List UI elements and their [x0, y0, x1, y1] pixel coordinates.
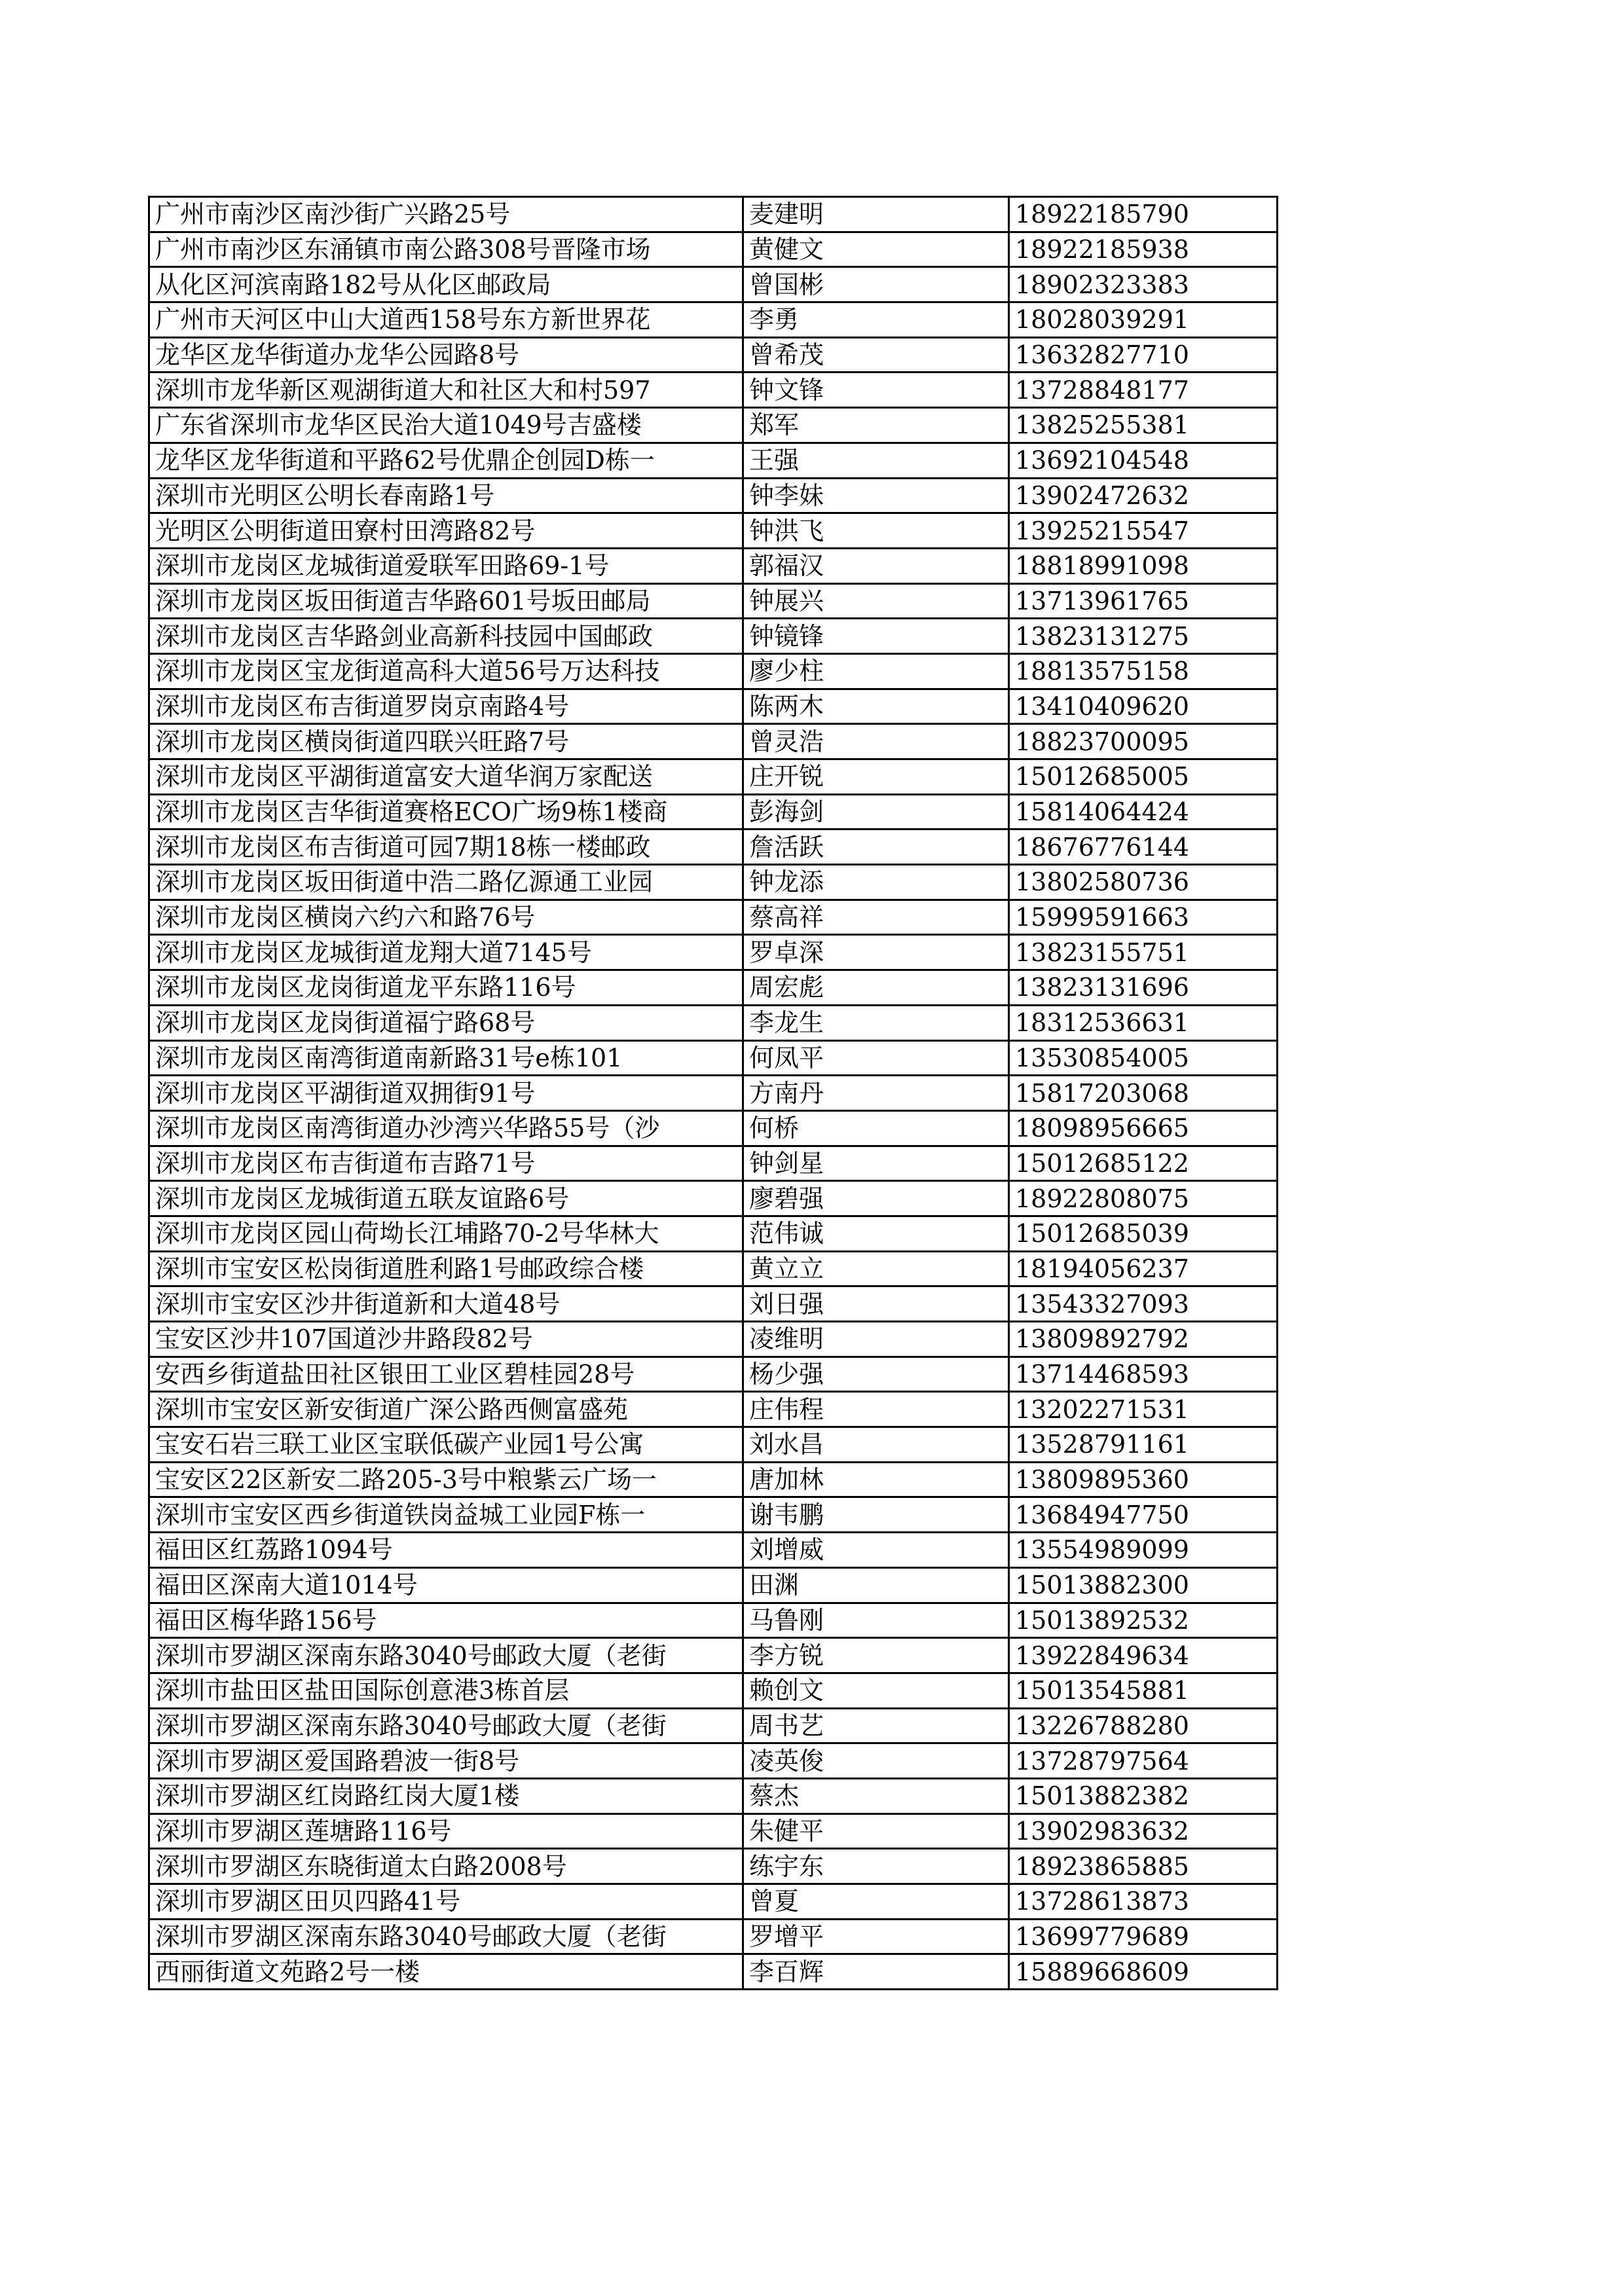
- contact-table-body: [149, 197, 1278, 1990]
- phone-cell: 13825255381: [1009, 408, 1278, 443]
- phone-cell: 13543327093: [1009, 1286, 1278, 1322]
- name-cell: 刘增威: [743, 1533, 1009, 1568]
- address-cell: 西丽街道文苑路2号一楼: [149, 1954, 743, 1990]
- table-row: [149, 1146, 1278, 1181]
- phone-cell: 15817203068: [1009, 1076, 1278, 1111]
- name-cell: 凌英俊: [743, 1743, 1009, 1779]
- phone-cell: 18312536631: [1009, 1005, 1278, 1040]
- phone-cell: 13823155751: [1009, 935, 1278, 970]
- table-row: [149, 970, 1278, 1006]
- address-cell: 深圳市龙岗区横岗六约六和路76号: [149, 900, 743, 935]
- phone-cell: 15012685039: [1009, 1216, 1278, 1251]
- phone-cell: 15814064424: [1009, 794, 1278, 829]
- table-row: [149, 232, 1278, 267]
- address-cell: 深圳市龙岗区龙城街道爱联军田路69-1号: [149, 548, 743, 583]
- address-cell: 深圳市光明区公明长春南路1号: [149, 478, 743, 513]
- table-row: [149, 1357, 1278, 1392]
- table-row: [149, 1638, 1278, 1673]
- address-cell: 深圳市龙岗区平湖街道富安大道华润万家配送: [149, 759, 743, 795]
- name-cell: 练宇东: [743, 1849, 1009, 1884]
- name-cell: 曾国彬: [743, 267, 1009, 302]
- name-cell: 庄伟程: [743, 1392, 1009, 1427]
- name-cell: 黄立立: [743, 1251, 1009, 1286]
- table-row: [149, 794, 1278, 829]
- name-cell: 方南丹: [743, 1076, 1009, 1111]
- phone-cell: 13809895360: [1009, 1462, 1278, 1497]
- address-cell: 福田区梅华路156号: [149, 1603, 743, 1638]
- table-row: [149, 1567, 1278, 1603]
- table-row: [149, 1040, 1278, 1076]
- table-row: [149, 1251, 1278, 1286]
- address-cell: 深圳市罗湖区深南东路3040号邮政大厦（老街: [149, 1919, 743, 1954]
- table-row: [149, 1181, 1278, 1216]
- table-row: [149, 1813, 1278, 1849]
- table-row: [149, 1110, 1278, 1146]
- address-cell: 福田区深南大道1014号: [149, 1567, 743, 1603]
- phone-cell: 18098956665: [1009, 1110, 1278, 1146]
- name-cell: 刘日强: [743, 1286, 1009, 1322]
- address-cell: 安西乡街道盐田社区银田工业区碧桂园28号: [149, 1357, 743, 1392]
- phone-cell: 15012685005: [1009, 759, 1278, 795]
- table-row: [149, 900, 1278, 935]
- table-row: [149, 1743, 1278, 1779]
- table-row: [149, 197, 1278, 232]
- address-cell: 深圳市盐田区盐田国际创意港3栋首层: [149, 1673, 743, 1708]
- address-cell: 深圳市罗湖区深南东路3040号邮政大厦（老街: [149, 1708, 743, 1743]
- address-cell: 深圳市龙岗区南湾街道办沙湾兴华路55号（沙: [149, 1110, 743, 1146]
- address-cell: 深圳市罗湖区爱国路碧波一街8号: [149, 1743, 743, 1779]
- phone-cell: 13728797564: [1009, 1743, 1278, 1779]
- address-cell: 深圳市龙岗区吉华路剑业高新科技园中国邮政: [149, 619, 743, 654]
- phone-cell: 18923865885: [1009, 1849, 1278, 1884]
- phone-cell: 13226788280: [1009, 1708, 1278, 1743]
- name-cell: 黄健文: [743, 232, 1009, 267]
- address-cell: 深圳市罗湖区东晓街道太白路2008号: [149, 1849, 743, 1884]
- phone-cell: 13902983632: [1009, 1813, 1278, 1849]
- table-row: [149, 443, 1278, 478]
- table-row: [149, 1919, 1278, 1954]
- address-cell: 深圳市宝安区新安街道广深公路西侧富盛苑: [149, 1392, 743, 1427]
- table-row: [149, 337, 1278, 373]
- address-cell: 宝安区沙井107国道沙井路段82号: [149, 1322, 743, 1357]
- phone-cell: 18028039291: [1009, 302, 1278, 338]
- address-cell: 深圳市龙岗区龙城街道五联友谊路6号: [149, 1181, 743, 1216]
- address-cell: 深圳市罗湖区田贝四路41号: [149, 1884, 743, 1920]
- table-row: [149, 1005, 1278, 1040]
- name-cell: 王强: [743, 443, 1009, 478]
- table-row: [149, 1392, 1278, 1427]
- phone-cell: 13802580736: [1009, 865, 1278, 900]
- table-row: [149, 1954, 1278, 1990]
- address-cell: 深圳市龙岗区吉华街道赛格ECO广场9栋1楼商: [149, 794, 743, 829]
- name-cell: 范伟诚: [743, 1216, 1009, 1251]
- address-cell: 宝安区22区新安二路205-3号中粮紫云广场一: [149, 1462, 743, 1497]
- address-cell: 深圳市龙岗区龙城街道龙翔大道7145号: [149, 935, 743, 970]
- address-cell: 深圳市罗湖区莲塘路116号: [149, 1813, 743, 1849]
- name-cell: 罗增平: [743, 1919, 1009, 1954]
- table-row: [149, 1673, 1278, 1708]
- table-row: [149, 373, 1278, 408]
- name-cell: 彭海剑: [743, 794, 1009, 829]
- phone-cell: 18823700095: [1009, 724, 1278, 759]
- name-cell: 廖少柱: [743, 653, 1009, 689]
- table-row: [149, 1462, 1278, 1497]
- phone-cell: 13554989099: [1009, 1533, 1278, 1568]
- name-cell: 庄开锐: [743, 759, 1009, 795]
- phone-cell: 13713961765: [1009, 583, 1278, 619]
- address-cell: 深圳市龙岗区坂田街道中浩二路亿源通工业园: [149, 865, 743, 900]
- name-cell: 马鲁刚: [743, 1603, 1009, 1638]
- table-row: [149, 1533, 1278, 1568]
- phone-cell: 15013545881: [1009, 1673, 1278, 1708]
- table-row: [149, 724, 1278, 759]
- table-row: [149, 302, 1278, 338]
- address-cell: 龙华区龙华街道办龙华公园路8号: [149, 337, 743, 373]
- phone-cell: 13823131275: [1009, 619, 1278, 654]
- name-cell: 李百辉: [743, 1954, 1009, 1990]
- phone-cell: 15889668609: [1009, 1954, 1278, 1990]
- address-cell: 深圳市龙岗区龙岗街道龙平东路116号: [149, 970, 743, 1006]
- phone-cell: 15013892532: [1009, 1603, 1278, 1638]
- table-row: [149, 829, 1278, 865]
- name-cell: 钟龙添: [743, 865, 1009, 900]
- name-cell: 曾希茂: [743, 337, 1009, 373]
- phone-cell: 13202271531: [1009, 1392, 1278, 1427]
- phone-cell: 13728848177: [1009, 373, 1278, 408]
- table-row: [149, 1076, 1278, 1111]
- address-cell: 深圳市龙岗区南湾街道南新路31号e栋101: [149, 1040, 743, 1076]
- phone-cell: 13530854005: [1009, 1040, 1278, 1076]
- address-cell: 深圳市龙岗区龙岗街道福宁路68号: [149, 1005, 743, 1040]
- name-cell: 朱健平: [743, 1813, 1009, 1849]
- phone-cell: 13692104548: [1009, 443, 1278, 478]
- table-row: [149, 1849, 1278, 1884]
- address-cell: 龙华区龙华街道和平路62号优鼎企创园D栋一: [149, 443, 743, 478]
- name-cell: 钟李妹: [743, 478, 1009, 513]
- name-cell: 钟剑星: [743, 1146, 1009, 1181]
- name-cell: 曾夏: [743, 1884, 1009, 1920]
- phone-cell: 13528791161: [1009, 1427, 1278, 1463]
- phone-cell: 13632827710: [1009, 337, 1278, 373]
- address-cell: 广州市天河区中山大道西158号东方新世界花: [149, 302, 743, 338]
- phone-cell: 18902323383: [1009, 267, 1278, 302]
- name-cell: 郑军: [743, 408, 1009, 443]
- address-cell: 深圳市宝安区沙井街道新和大道48号: [149, 1286, 743, 1322]
- name-cell: 谢韦鹏: [743, 1497, 1009, 1533]
- name-cell: 李方锐: [743, 1638, 1009, 1673]
- address-cell: 深圳市龙岗区坂田街道吉华路601号坂田邮局: [149, 583, 743, 619]
- name-cell: 周宏彪: [743, 970, 1009, 1006]
- name-cell: 周书艺: [743, 1708, 1009, 1743]
- name-cell: 钟镜锋: [743, 619, 1009, 654]
- name-cell: 詹活跃: [743, 829, 1009, 865]
- table-row: [149, 513, 1278, 549]
- name-cell: 凌维明: [743, 1322, 1009, 1357]
- address-cell: 广州市南沙区东涌镇市南公路308号晋隆市场: [149, 232, 743, 267]
- phone-cell: 18922185938: [1009, 232, 1278, 267]
- table-row: [149, 619, 1278, 654]
- name-cell: 何凤平: [743, 1040, 1009, 1076]
- phone-cell: 13410409620: [1009, 689, 1278, 724]
- address-cell: 广东省深圳市龙华区民治大道1049号吉盛楼: [149, 408, 743, 443]
- address-cell: 深圳市龙岗区宝龙街道高科大道56号万达科技: [149, 653, 743, 689]
- phone-cell: 15013882300: [1009, 1567, 1278, 1603]
- name-cell: 罗卓深: [743, 935, 1009, 970]
- address-cell: 深圳市龙岗区布吉街道布吉路71号: [149, 1146, 743, 1181]
- name-cell: 廖碧强: [743, 1181, 1009, 1216]
- address-cell: 深圳市罗湖区深南东路3040号邮政大厦（老街: [149, 1638, 743, 1673]
- table-row: [149, 478, 1278, 513]
- phone-cell: 18818991098: [1009, 548, 1278, 583]
- phone-cell: 18676776144: [1009, 829, 1278, 865]
- table-row: [149, 267, 1278, 302]
- table-row: [149, 1427, 1278, 1463]
- name-cell: 蔡杰: [743, 1778, 1009, 1813]
- name-cell: 田渊: [743, 1567, 1009, 1603]
- address-cell: 从化区河滨南路182号从化区邮政局: [149, 267, 743, 302]
- address-cell: 宝安石岩三联工业区宝联低碳产业园1号公寓: [149, 1427, 743, 1463]
- phone-cell: 13684947750: [1009, 1497, 1278, 1533]
- address-cell: 深圳市龙岗区平湖街道双拥街91号: [149, 1076, 743, 1111]
- phone-cell: 13902472632: [1009, 478, 1278, 513]
- phone-cell: 15013882382: [1009, 1778, 1278, 1813]
- table-row: [149, 1216, 1278, 1251]
- name-cell: 李龙生: [743, 1005, 1009, 1040]
- address-cell: 深圳市宝安区松岗街道胜利路1号邮政综合楼: [149, 1251, 743, 1286]
- name-cell: 唐加林: [743, 1462, 1009, 1497]
- table-row: [149, 408, 1278, 443]
- name-cell: 麦建明: [743, 197, 1009, 232]
- table-row: [149, 583, 1278, 619]
- phone-cell: 13809892792: [1009, 1322, 1278, 1357]
- table-row: [149, 865, 1278, 900]
- name-cell: 钟展兴: [743, 583, 1009, 619]
- name-cell: 刘水昌: [743, 1427, 1009, 1463]
- name-cell: 钟洪飞: [743, 513, 1009, 549]
- phone-cell: 13699779689: [1009, 1919, 1278, 1954]
- phone-cell: 18922808075: [1009, 1181, 1278, 1216]
- name-cell: 郭福汉: [743, 548, 1009, 583]
- address-cell: 福田区红荔路1094号: [149, 1533, 743, 1568]
- table-row: [149, 1884, 1278, 1920]
- table-row: [149, 689, 1278, 724]
- table-row: [149, 1603, 1278, 1638]
- name-cell: 陈两木: [743, 689, 1009, 724]
- table-row: [149, 548, 1278, 583]
- address-cell: 深圳市龙岗区布吉街道罗岗京南路4号: [149, 689, 743, 724]
- phone-cell: 13728613873: [1009, 1884, 1278, 1920]
- name-cell: 何桥: [743, 1110, 1009, 1146]
- address-cell: 深圳市宝安区西乡街道铁岗益城工业园F栋一: [149, 1497, 743, 1533]
- table-row: [149, 1286, 1278, 1322]
- name-cell: 赖创文: [743, 1673, 1009, 1708]
- table-row: [149, 1497, 1278, 1533]
- name-cell: 李勇: [743, 302, 1009, 338]
- phone-cell: 18813575158: [1009, 653, 1278, 689]
- address-cell: 光明区公明街道田寮村田湾路82号: [149, 513, 743, 549]
- table-row: [149, 1322, 1278, 1357]
- contact-table: [148, 196, 1278, 1990]
- address-cell: 深圳市龙岗区横岗街道四联兴旺路7号: [149, 724, 743, 759]
- table-row: [149, 653, 1278, 689]
- address-cell: 深圳市龙华新区观湖街道大和社区大和村597: [149, 373, 743, 408]
- address-cell: 深圳市龙岗区布吉街道可园7期18栋一楼邮政: [149, 829, 743, 865]
- phone-cell: 13823131696: [1009, 970, 1278, 1006]
- table-row: [149, 1778, 1278, 1813]
- phone-cell: 13922849634: [1009, 1638, 1278, 1673]
- phone-cell: 18194056237: [1009, 1251, 1278, 1286]
- phone-cell: 15012685122: [1009, 1146, 1278, 1181]
- address-cell: 深圳市罗湖区红岗路红岗大厦1楼: [149, 1778, 743, 1813]
- table-row: [149, 1708, 1278, 1743]
- address-cell: 深圳市龙岗区园山荷坳长江埔路70-2号华林大: [149, 1216, 743, 1251]
- name-cell: 曾灵浩: [743, 724, 1009, 759]
- phone-cell: 18922185790: [1009, 197, 1278, 232]
- name-cell: 杨少强: [743, 1357, 1009, 1392]
- name-cell: 蔡高祥: [743, 900, 1009, 935]
- table-row: [149, 759, 1278, 795]
- name-cell: 钟文锋: [743, 373, 1009, 408]
- address-cell: 广州市南沙区南沙街广兴路25号: [149, 197, 743, 232]
- phone-cell: 15999591663: [1009, 900, 1278, 935]
- phone-cell: 13714468593: [1009, 1357, 1278, 1392]
- phone-cell: 13925215547: [1009, 513, 1278, 549]
- table-row: [149, 935, 1278, 970]
